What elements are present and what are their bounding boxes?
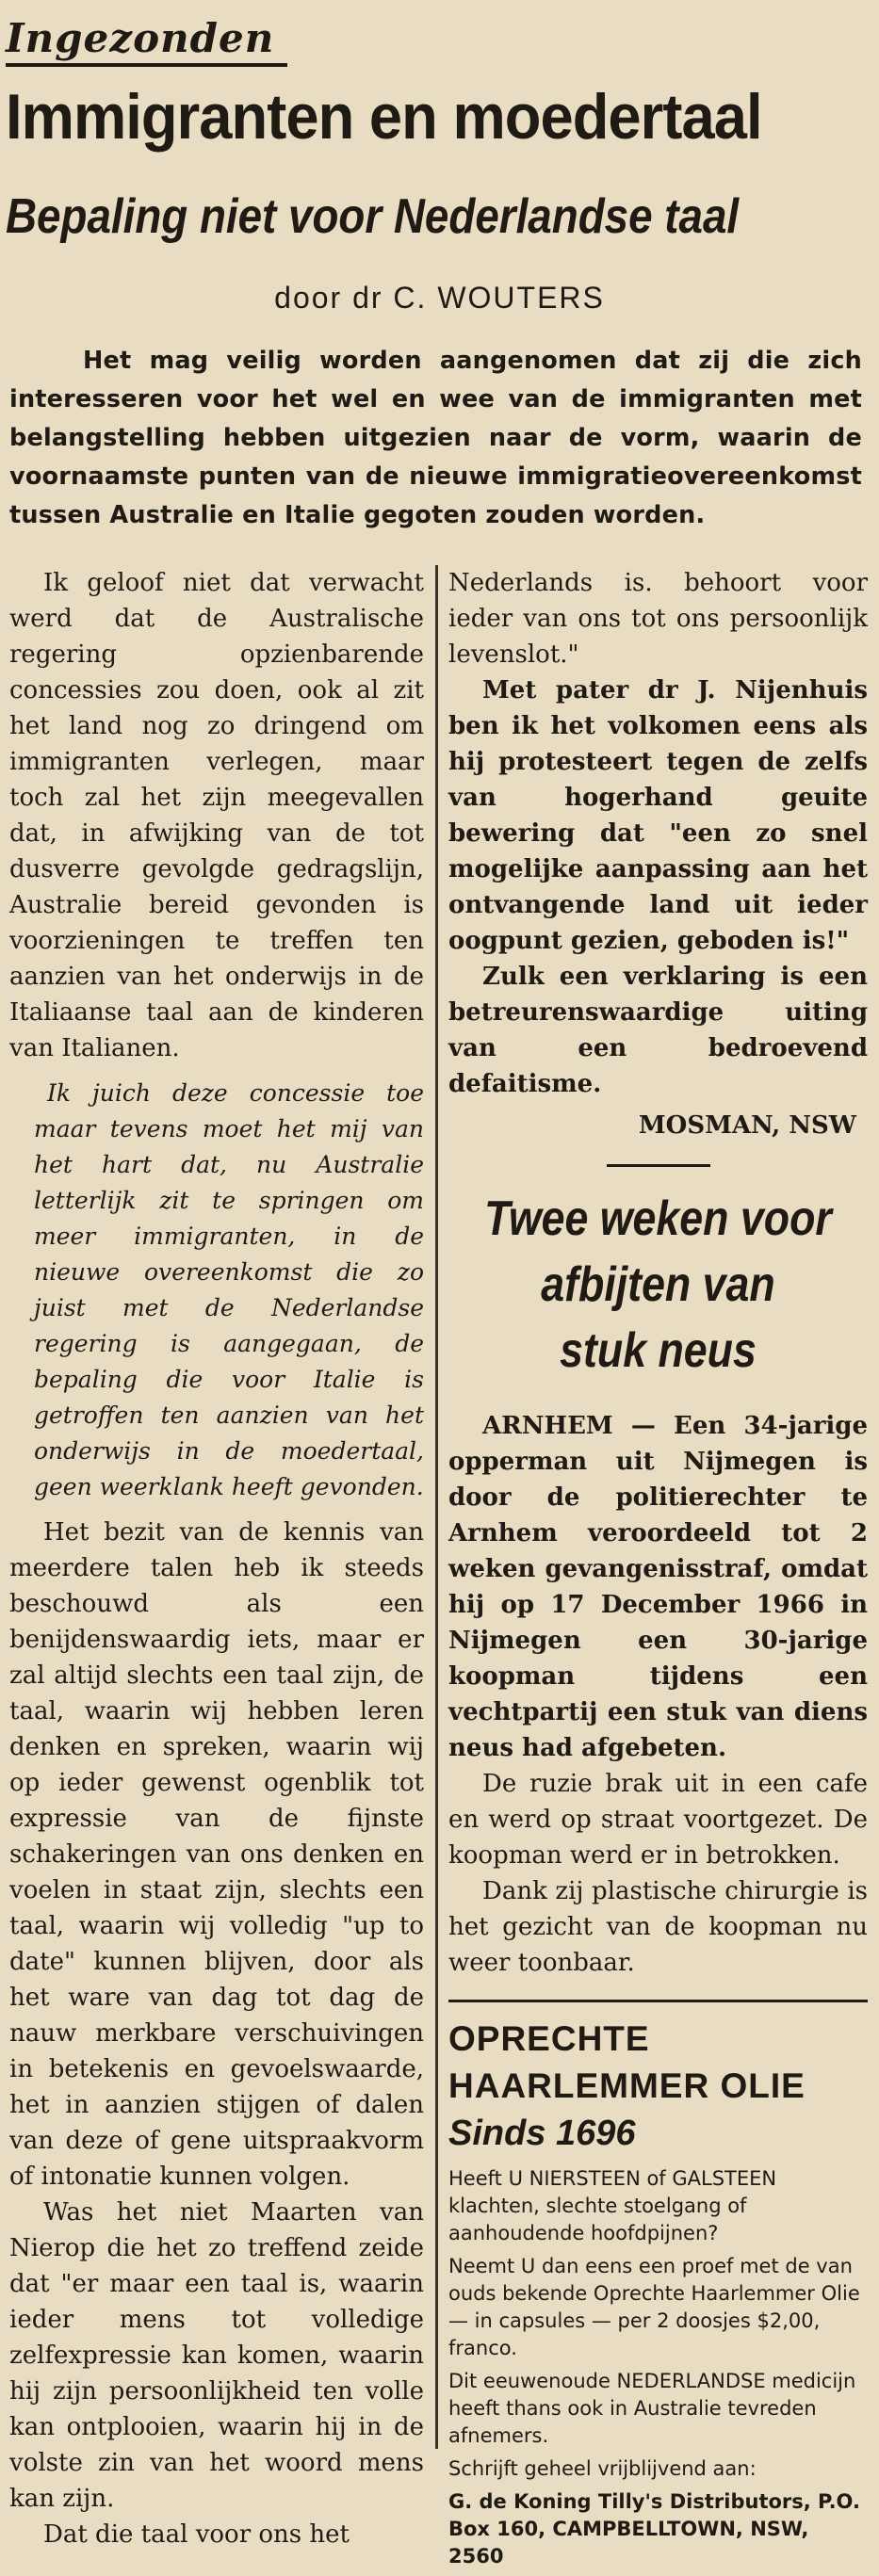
left-column: [9, 565, 424, 2552]
advertisement: [448, 2000, 868, 2570]
ad-since: Sinds 1696: [448, 2114, 636, 2153]
body-paragraph: Zulk een verklaring is een betreurenswaardige uiting van een bedroevend defaitisme.: [448, 963, 868, 1098]
body-paragraph: Het bezit van de kennis van meerdere talen heb ik steeds beschouwd als een benijdenswaardig iets, maar er zal altijd slechts een taal zijn, de taal, waarin wij hebben leren denken en spreken, waarin wij op ieder gewenst ogenblik tot expressie van de fijnste schakeringen van ons denken en voelen in staat zijn, slechts een taal, waarin wij volledig "up to date" kunnen blijven, door als het ware van dag tot dag de nauw merkbare verschuivingen in betekenis en gevoelswaarde, het in aanzien stijgen of dalen van deze of gene uitspraakvorm of intonatie kunnen volgen.: [9, 1518, 424, 2191]
body-paragraph: Ik geloof niet dat verwacht werd dat de Australische regering opzienbarende concessies zou doen, ook al zit het land nog zo dringend om immigranten verlegen, maar toch zal het zijn meegevallen dat, in afwijking van de tot dusverre gevolgde gedragslijn, Australie bereid gevonden is voorzieningen te treffen ten aanzien van het onderwijs in de Italiaanse taal aan de kinderen van Italianen.: [9, 569, 424, 1062]
author-location: MOSMAN, NSW: [638, 1111, 856, 1140]
news-headline-line: afbijten van: [541, 1257, 775, 1312]
subheadline: Bepaling niet voor Nederlandse taal: [6, 189, 740, 244]
news-headline-line: Twee weken voor: [484, 1191, 832, 1246]
ad-title: HAARLEMMER OLIE: [448, 2066, 806, 2105]
news-paragraph: De ruzie brak uit in een cafe en werd op straat voortgezet. De koopman werd er in betrokken.: [448, 1770, 868, 1870]
ad-text: Neemt U dan eens een proef met de van ouds bekende Oprechte Haarlemmer Olie — in capsules — per 2 doosjes $2,00, franco.: [448, 2255, 860, 2359]
ad-text: Heeft U NIERSTEEN of GALSTEEN klachten, slechte stoelgang of aanhoudende hoofdpijnen?: [448, 2167, 777, 2244]
body-paragraph: Dat die taal voor ons het: [43, 2520, 350, 2549]
ad-title: OPRECHTE: [448, 2019, 650, 2058]
news-headline-line: stuk neus: [560, 1323, 757, 1378]
news-lead: ARNHEM — Een 34-jarige opperman uit Nijmegen is door de politierechter te Arnhem veroordeeld tot 2 weken gevangenisstraf, omdat hij op 17 December 1966 in Nijmegen een 30-jarige koopman tijdens een vechtpartij een stuk van diens neus had afgebeten.: [448, 1412, 868, 1762]
right-column: [448, 565, 868, 2576]
byline: door dr C. WOUTERS: [274, 281, 605, 315]
pull-quote: Ik juich deze concessie toe maar tevens moet het mij van het hart dat, nu Australie letterlijk zit te springen om meer immigranten, in de nieuwe overeenkomst die zo juist met de Nederlandse regering is aangegaan, de bepaling die voor Italie is getroffen ten aanzien van het onderwijs in de moedertaal, geen weerklank heeft gevonden.: [34, 1079, 424, 1500]
divider: [607, 1164, 710, 1167]
news-headline: [478, 1186, 838, 1384]
column-divider: [435, 565, 438, 2449]
ad-contact: G. de Koning Tilly's Distributors, P.O. Box 160, CAMPBELLTOWN, NSW, 2560: [448, 2490, 860, 2568]
body-paragraph: Was het niet Maarten van Nierop die het zo treffend zeide dat "er maar een taal is, waarin ieder mens tot volledige zelfexpressie kan komen, waarin hij zijn persoonlijkheid ten volle kan ontplooien, waarin hij in de volste zin van het woord mens kan zijn.: [9, 2198, 424, 2513]
ad-text: Schrijft geheel vrijblijvend aan:: [448, 2457, 757, 2480]
body-paragraph: Met pater dr J. Nijenhuis ben ik het volkomen eens als hij protesteert tegen de zelfs van hogerhand geuite bewering dat "een zo snel mogelijke aanpassing aan het ontvangende land uit ieder oogpunt gezien, geboden is!": [448, 676, 868, 955]
section-kicker: Ingezonden: [6, 15, 287, 67]
news-item: [448, 1186, 868, 1981]
ad-text: Dit eeuwenoude NEDERLANDSE medicijn heeft thans ook in Australie tevreden afnemers.: [448, 2370, 856, 2447]
intro-paragraph: Het mag veilig worden aangenomen dat zij die zich interesseren voor het wel en wee van de immigranten met belangstelling hebben uitgezien naar de vorm, waarin de voornaamste punten van de nieuwe immigratieovereenkomst tussen Australie en Italie gegoten zouden worden.: [9, 347, 862, 529]
body-paragraph: Nederlands is. behoort voor ieder van ons tot ons persoonlijk levenslot.": [448, 569, 868, 669]
headline: Immigranten en moedertaal: [6, 81, 762, 153]
news-paragraph: Dank zij plastische chirurgie is het gezicht van de koopman nu weer toonbaar.: [448, 1877, 868, 1977]
